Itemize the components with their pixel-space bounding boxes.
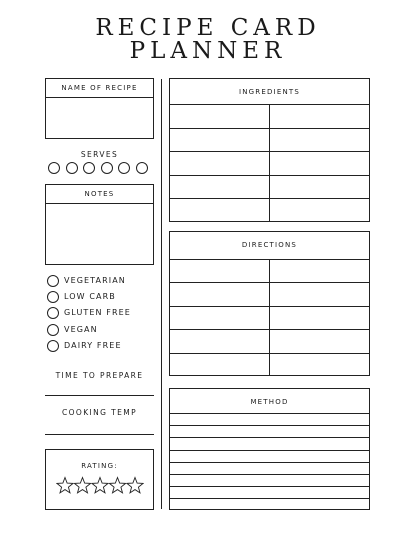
name-of-recipe-box[interactable]: [45, 78, 154, 139]
serves-label: SERVES: [80, 150, 119, 159]
diet-checkbox[interactable]: [47, 340, 59, 352]
method-row-line: [170, 474, 369, 475]
method-row-line: [170, 462, 369, 463]
serves-circle[interactable]: [83, 162, 95, 174]
rating-box: [45, 449, 154, 510]
column-divider: [161, 79, 162, 509]
name-of-recipe-header-line: [46, 97, 153, 98]
cooking-temp-line[interactable]: [45, 434, 154, 435]
serves-circle[interactable]: [66, 162, 78, 174]
rating-star-icon[interactable]: [109, 478, 125, 493]
diet-options: [47, 275, 157, 357]
notes-header-line: [46, 203, 153, 204]
method-label: METHOD: [250, 398, 289, 406]
rating-stars: [56, 476, 144, 494]
diet-option-label: VEGAN: [64, 324, 98, 334]
serves-circle[interactable]: [118, 162, 130, 174]
serves-circle[interactable]: [101, 162, 113, 174]
cooking-temp-label: COOKING TEMP: [61, 408, 138, 417]
serves-circle[interactable]: [48, 162, 60, 174]
ingredients-label: INGREDIENTS: [238, 88, 301, 96]
name-of-recipe-label: NAME OF RECIPE: [61, 84, 138, 92]
notes-label: NOTES: [84, 190, 115, 198]
directions-column-line: [269, 259, 270, 375]
rating-star-icon[interactable]: [57, 478, 73, 493]
diet-checkbox[interactable]: [47, 324, 59, 336]
diet-option-label: GLUTEN FREE: [64, 308, 131, 318]
directions-box: [169, 231, 370, 376]
diet-checkbox[interactable]: [47, 291, 59, 303]
diet-checkbox[interactable]: [47, 307, 59, 319]
method-box: [169, 388, 370, 510]
method-row-line: [170, 450, 369, 451]
time-to-prepare-line[interactable]: [45, 395, 154, 396]
time-to-prepare-label: TIME TO PREPARE: [55, 371, 144, 380]
notes-box[interactable]: [45, 184, 154, 265]
diet-option-label: DAIRY FREE: [64, 340, 122, 350]
rating-label: RATING:: [81, 462, 118, 470]
serves-circles: [48, 162, 152, 176]
diet-option-label: VEGETARIAN: [64, 276, 126, 285]
serves-circle[interactable]: [136, 162, 148, 174]
method-row-line: [170, 498, 369, 499]
method-row-line: [170, 486, 369, 487]
rating-star-icon[interactable]: [127, 478, 143, 493]
ingredients-box: [169, 78, 370, 222]
diet-option-label: LOW CARB: [64, 292, 116, 302]
ingredients-column-line: [269, 104, 270, 221]
page-title-line-2: PLANNER: [129, 38, 287, 64]
method-row-line: [170, 425, 369, 426]
rating-star-icon[interactable]: [92, 478, 108, 493]
diet-checkbox[interactable]: [47, 275, 59, 287]
method-row-line: [170, 437, 369, 438]
rating-star-icon[interactable]: [74, 478, 90, 493]
directions-label: DIRECTIONS: [241, 241, 298, 249]
method-row-line: [170, 413, 369, 414]
page-title-line-1: RECIPE CARD: [95, 15, 321, 41]
